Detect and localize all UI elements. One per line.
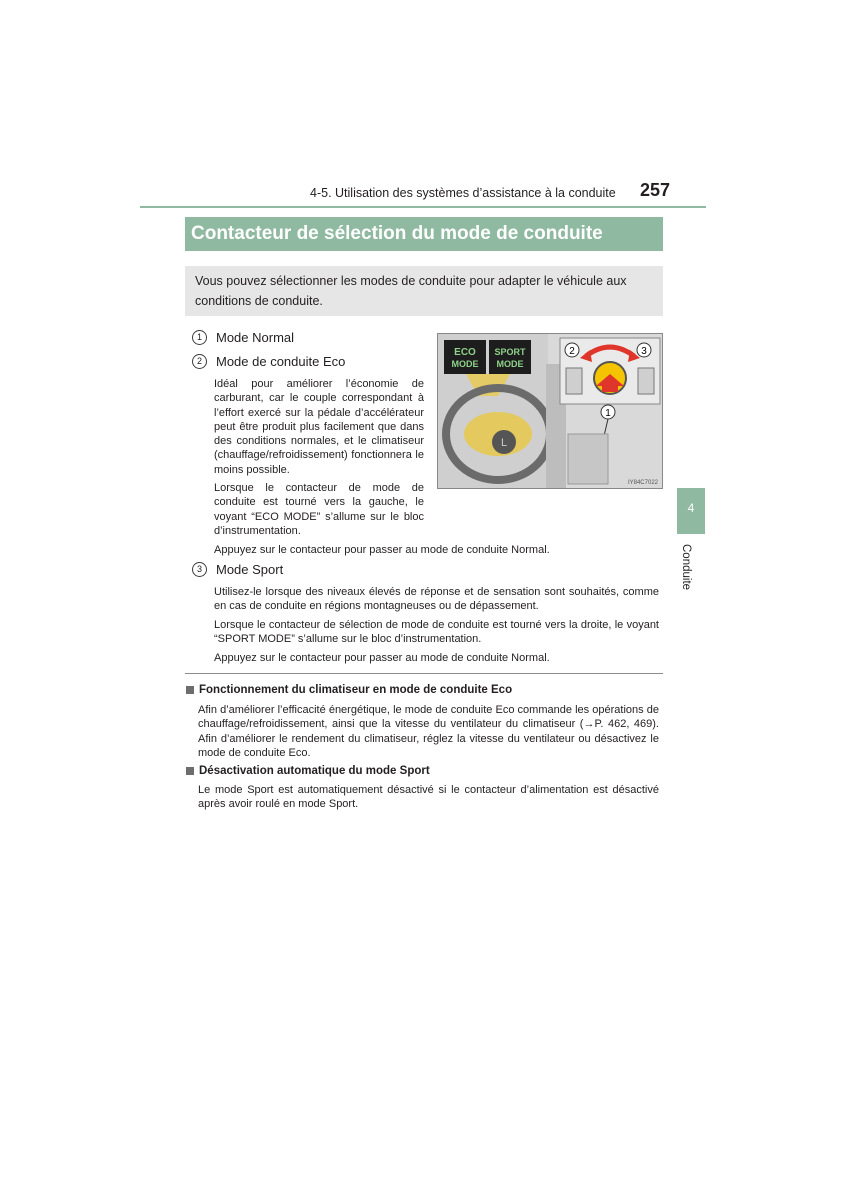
sport-indicator-text: Lorsque le contacteur de sélection de mode de conduite est tourné vers la droite, le voyant “SPORT MODE” s’allume sur le bloc d’instrumentation. xyxy=(214,619,659,646)
eco-label-2: MODE xyxy=(451,359,479,369)
header-rule xyxy=(140,206,706,208)
item-label: Mode Sport xyxy=(216,562,284,577)
svg-text:L: L xyxy=(500,437,508,449)
item-mode-normal xyxy=(192,330,294,345)
square-bullet-icon xyxy=(186,686,194,694)
item-label: Mode Normal xyxy=(216,330,295,345)
number-2-icon: 2 xyxy=(192,354,207,369)
note-heading-eco-climate: Fonctionnement du climatiseur en mode de conduite Eco xyxy=(186,684,512,696)
page-number: 257 xyxy=(640,180,671,200)
item-label: Mode de conduite Eco xyxy=(216,354,346,369)
intro-text: Vous pouvez sélectionner les modes de conduite pour adapter le véhicule aux conditions de conduite. xyxy=(195,274,627,308)
dashboard-drawing xyxy=(438,334,663,489)
drive-mode-illustration xyxy=(437,333,663,489)
sport-return-text: Appuyez sur le contacteur pour passer au mode de conduite Normal. xyxy=(214,652,550,664)
chapter-tab: 4 xyxy=(677,488,705,534)
intro-box xyxy=(185,266,663,316)
note-text-sport-auto: Le mode Sport est automatiquement désactivé si le contacteur d’alimentation est désactivé après avoir roulé en mode Sport. xyxy=(198,784,659,811)
item-mode-eco xyxy=(192,354,345,369)
sport-description: Utilisez-le lorsque des niveaux élevés de réponse et de sensation sont souhaités, comme en cas de conduite en régions montagneuses ou de dépassement. xyxy=(214,586,659,613)
note-text-eco-climate: Afin d’améliorer l’efficacité énergétique, le mode de conduite Eco commande les opérations de chauffage/refroidissement, ainsi que la vitesse du ventilateur du climatiseur (→P. 462, 469). Afin d’améliorer le rendement du climatiseur, réglez la vitesse du ventilateur ou désactivez le mode de conduite Eco. xyxy=(198,704,659,759)
square-bullet-icon xyxy=(186,767,194,775)
callout-3: 3 xyxy=(641,346,647,357)
number-3-icon: 3 xyxy=(192,562,207,577)
illustration-code: IY84C7022 xyxy=(627,480,658,486)
number-1-icon: 1 xyxy=(192,330,207,345)
section-title: Contacteur de sélection du mode de conduite xyxy=(185,217,663,251)
chapter-label: Conduite xyxy=(680,544,692,591)
running-header: 4-5. Utilisation des systèmes d’assistance à la conduite xyxy=(310,186,616,200)
callout-1: 1 xyxy=(605,408,611,419)
eco-description: Idéal pour améliorer l’économie de carburant, car le couple correspondant à l’effort exercé sur la pédale d’accélérateur peut être produit plus facilement que dans des conditions normales, et le climatiseur (chauffage/refroidissement) fonctionnera le moins possible. xyxy=(214,378,424,476)
eco-indicator-text: Lorsque le contacteur de mode de conduite est tourné vers la gauche, le voyant “ECO MODE” s’allume sur le bloc d’instrumentation. xyxy=(214,482,424,537)
sport-label-1: SPORT xyxy=(494,347,526,357)
sport-label-2: MODE xyxy=(496,359,524,369)
eco-return-text: Appuyez sur le contacteur pour passer au mode de conduite Normal. xyxy=(214,544,550,556)
callout-2: 2 xyxy=(569,346,575,357)
eco-label-1: ECO xyxy=(454,347,476,358)
notes-divider xyxy=(185,673,663,674)
note-heading-sport-auto: Désactivation automatique du mode Sport xyxy=(186,765,430,777)
item-mode-sport xyxy=(192,562,283,577)
